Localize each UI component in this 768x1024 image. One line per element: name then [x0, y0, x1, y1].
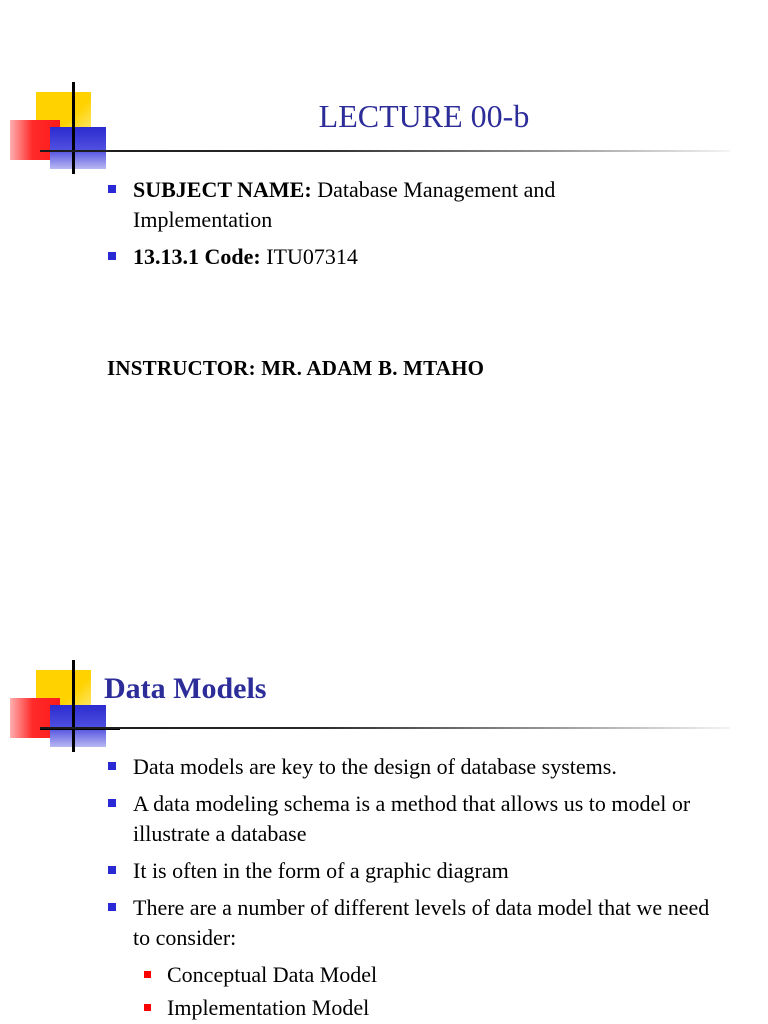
subject-name-label: SUBJECT NAME: [133, 177, 312, 202]
bullet-text: There are a number of different levels of data model that we need to consider: [133, 895, 710, 950]
course-code-value: ITU07314 [260, 244, 358, 269]
bullet-text: A data modeling schema is a method that allows us to model or illustrate a database [133, 791, 691, 846]
bullet-item [105, 752, 725, 782]
slide-title: Data Models [104, 672, 267, 705]
square-bullet-icon [108, 252, 116, 260]
sub-bullet-text: Conceptual Data Model [167, 962, 378, 987]
instructor-line: INSTRUCTOR: MR. ADAM B. MTAHO [107, 356, 485, 380]
course-code-label: 13.13.1 Code: [133, 244, 261, 269]
subject-bullet-list [105, 175, 665, 279]
square-bullet-icon [108, 762, 116, 770]
square-bullet-icon [108, 799, 116, 807]
sub-bullet-item [105, 960, 725, 990]
data-models-bullet-list [105, 752, 725, 1024]
bullet-text: Data models are key to the design of database systems. [133, 754, 617, 779]
sub-bullet-text: Implementation Model [167, 995, 370, 1020]
slide-title: LECTURE 00-b [318, 98, 530, 134]
bullet-item [105, 893, 725, 953]
title-divider-rule [40, 727, 730, 729]
square-bullet-icon [108, 185, 116, 193]
logo-vertical-line [72, 660, 75, 752]
bullet-subject-name [105, 175, 665, 235]
red-square-bullet-icon [144, 1004, 151, 1011]
square-bullet-icon [108, 903, 116, 911]
bullet-text: It is often in the form of a graphic diagram [133, 858, 509, 883]
title-divider-rule [40, 150, 730, 152]
slide-data-models [0, 582, 768, 1024]
bullet-course-code [105, 242, 665, 272]
bullet-item [105, 789, 725, 849]
sub-bullet-item [105, 993, 725, 1023]
square-bullet-icon [108, 866, 116, 874]
red-square-bullet-icon [144, 971, 151, 978]
bullet-item [105, 856, 725, 886]
blue-square-shape [50, 705, 106, 747]
subject-name-value: Database Management and Implementation [133, 177, 556, 232]
